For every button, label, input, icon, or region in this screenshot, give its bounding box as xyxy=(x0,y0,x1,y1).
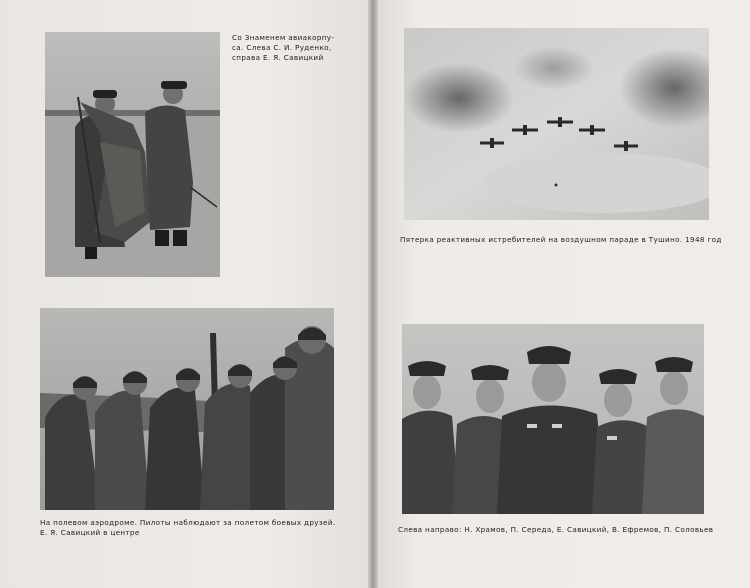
caption-line: Слева направо: Н. Храмов, П. Середа, Е. Савицкий, В. Ефремов, П. Соловьев xyxy=(398,525,714,534)
caption-pilots-airfield xyxy=(40,518,336,538)
photo-officers-group xyxy=(402,324,704,514)
caption-officers-group xyxy=(398,525,713,535)
caption-banner-ceremony xyxy=(232,33,334,63)
caption-line: Е. Я. Савицкий в центре xyxy=(40,528,140,537)
caption-line: Пятерка реактивных истребителей на воздушном параде в Тушино. 1948 год xyxy=(400,235,722,244)
photo-pilots-airfield xyxy=(40,308,334,510)
book-spine xyxy=(368,0,378,588)
photo-jet-formation xyxy=(404,28,709,220)
caption-line: Со Знаменем авиакорпу- xyxy=(232,33,335,42)
caption-line: са. Слева С. И. Руденко, xyxy=(232,43,332,52)
caption-jet-formation xyxy=(400,235,722,245)
caption-line: справа Е. Я. Савицкий xyxy=(232,53,324,62)
photo-banner-ceremony xyxy=(45,32,220,277)
caption-line: На полевом аэродроме. Пилоты наблюдают за полетом боевых друзей. xyxy=(40,518,336,527)
